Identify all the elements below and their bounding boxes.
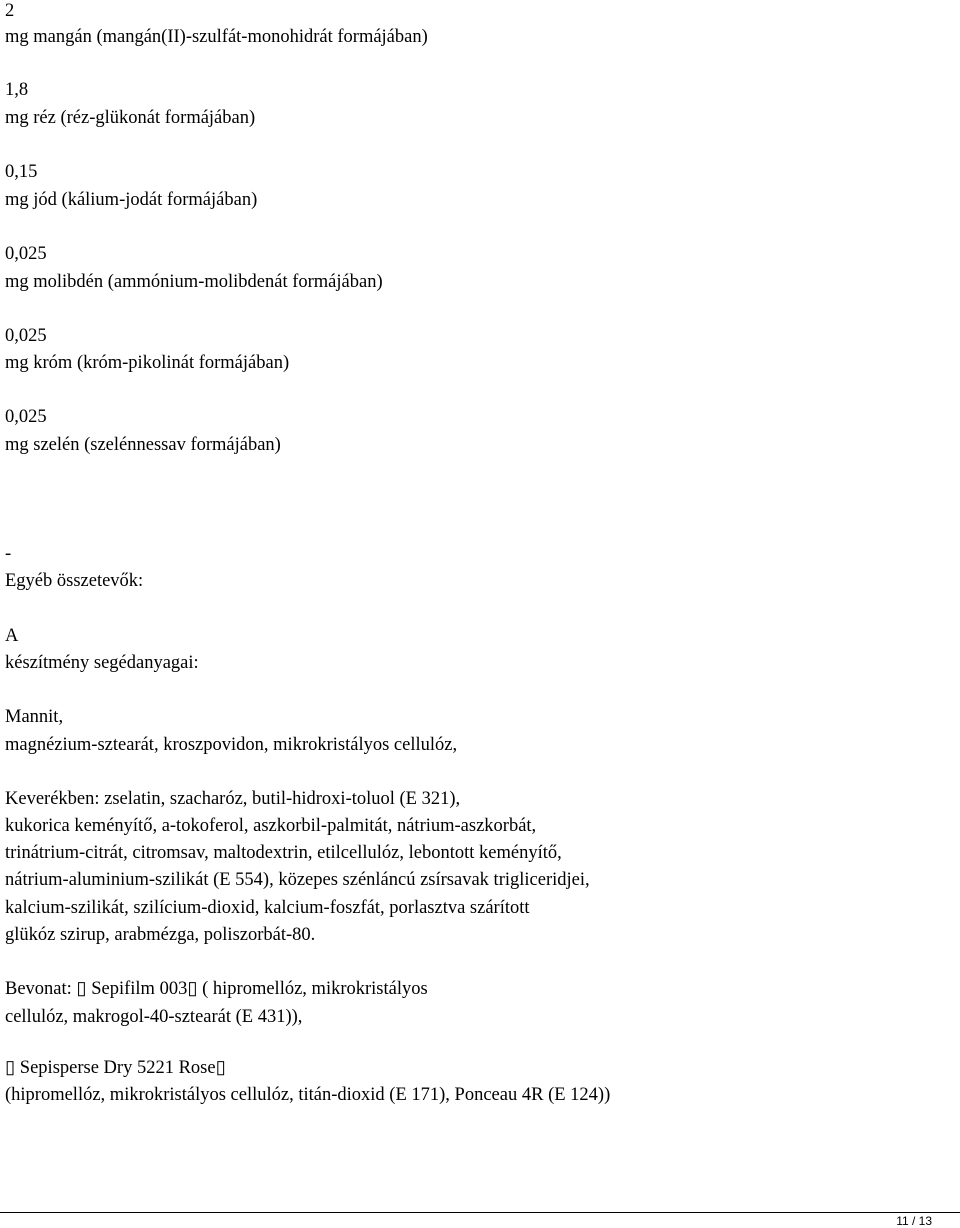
text-line: mg króm (króm-pikolinát formájában) bbox=[5, 353, 290, 373]
text-line: Egyéb összetevők: bbox=[5, 571, 144, 591]
text-line: Mannit, bbox=[5, 707, 64, 727]
text-line: 0,025 bbox=[5, 326, 47, 346]
text-line: kukorica keményítő, a-tokoferol, aszkorbil-palmitát, nátrium-aszkorbát, bbox=[5, 816, 537, 836]
text-line: trinátrium-citrát, citromsav, maltodextrin, etilcellulóz, lebontott keményítő, bbox=[5, 843, 562, 863]
text-line: magnézium-sztearát, kroszpovidon, mikrokristályos cellulóz, bbox=[5, 735, 458, 755]
text-line: glükóz szirup, arabmézga, poliszorbát-80. bbox=[5, 925, 316, 945]
text-line: Keverékben: zselatin, szacharóz, butil-hidroxi-toluol (E 321), bbox=[5, 789, 461, 809]
text-line: A bbox=[5, 626, 19, 646]
text-line: 0,025 bbox=[5, 407, 47, 427]
text-line: mg szelén (szelénnessav formájában) bbox=[5, 435, 281, 455]
page-number: 11 / 13 bbox=[896, 1214, 932, 1228]
text-line: cellulóz, makrogol-40-sztearát (E 431)), bbox=[5, 1007, 303, 1027]
text-line: nátrium-aluminium-szilikát (E 554), közepes szénláncú zsírsavak trigliceridjei, bbox=[5, 870, 590, 890]
text-line: mg mangán (mangán(II)-szulfát-monohidrát formájában) bbox=[5, 27, 428, 47]
text-line: készítmény segédanyagai: bbox=[5, 653, 199, 673]
text-line: ▯ Sepisperse Dry 5221 Rose▯ bbox=[5, 1058, 226, 1078]
text-line: 0,15 bbox=[5, 162, 38, 182]
text-line: 2 bbox=[5, 1, 15, 21]
text-line: Bevonat: ▯ Sepifilm 003▯ ( hipromellóz, mikrokristályos bbox=[5, 979, 428, 999]
text-line: mg réz (réz-glükonát formájában) bbox=[5, 108, 256, 128]
footer-divider bbox=[0, 1212, 960, 1213]
text-line: 0,025 bbox=[5, 244, 47, 264]
text-line: (hipromellóz, mikrokristályos cellulóz, titán-dioxid (E 171), Ponceau 4R (E 124)) bbox=[5, 1085, 611, 1105]
text-line: mg jód (kálium-jodát formájában) bbox=[5, 190, 258, 210]
text-line: - bbox=[5, 544, 12, 564]
text-line: mg molibdén (ammónium-molibdenát formájában) bbox=[5, 272, 383, 292]
text-line: kalcium-szilikát, szilícium-dioxid, kalcium-foszfát, porlasztva szárított bbox=[5, 898, 530, 918]
text-line: 1,8 bbox=[5, 80, 29, 100]
